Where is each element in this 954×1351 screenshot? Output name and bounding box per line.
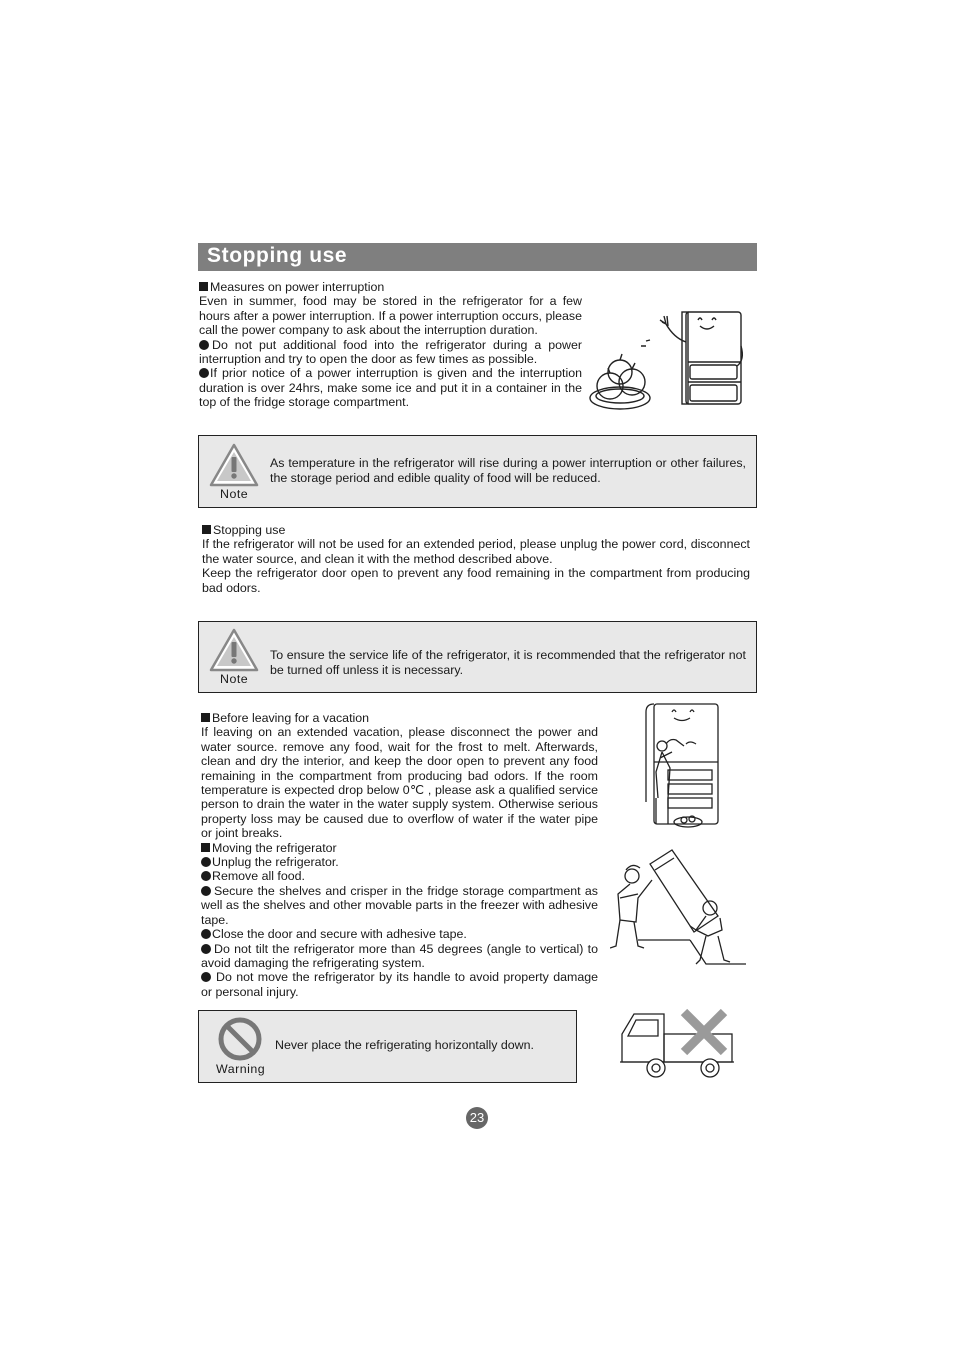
emptying-fridge-illustration bbox=[640, 698, 722, 830]
fridge-mascot-illustration bbox=[588, 302, 748, 414]
note-box-power-interruption bbox=[198, 435, 757, 508]
moving-heading: Moving the refrigerator bbox=[201, 841, 598, 855]
page-number: 23 bbox=[466, 1107, 488, 1129]
stopping-use-heading: Stopping use bbox=[202, 523, 750, 537]
vacation-section bbox=[201, 711, 598, 999]
warning-text: Never place the refrigerating horizontally down. bbox=[275, 1038, 534, 1052]
warning-triangle-icon bbox=[209, 443, 259, 487]
vacation-para: If leaving on an extended vacation, please disconnect the power and water source. remove any food, wait for the frost to melt. Afterwards, clean and dry the interior, and keep the door open to prevent any food remaining in the compartment from producing bad odors. If the room temperature is expected drop below 0℃ , please ask a qualified service person to drain the water in the water supply system. Otherwise serious property loss may be caused due to overflow of water if the water pipe or joint breaks. bbox=[201, 725, 598, 841]
list-item: Do not tilt the refrigerator more than 45 degrees (angle to vertical) to avoid damaging the refrigerating system. bbox=[201, 941, 598, 970]
note-label: Note bbox=[220, 487, 249, 501]
section-title-bar bbox=[198, 243, 757, 271]
stopping-use-section bbox=[202, 523, 750, 595]
list-item: If prior notice of a power interruption is given and the interruption duration is over 24hrs, make some ice and put it in a container in the top of the fridge storage compartment. bbox=[199, 366, 582, 410]
warning-label: Warning bbox=[216, 1062, 266, 1076]
warning-triangle-icon bbox=[209, 628, 259, 672]
list-item: Close the door and secure with adhesive tape. bbox=[201, 927, 598, 941]
stopping-use-para2: Keep the refrigerator door open to prevent any food remaining in the compartment from producing bad odors. bbox=[202, 566, 750, 595]
stopping-use-para1: If the refrigerator will not be used for an extended period, please unplug the power cord, disconnect the water source, and clean it with the method described above. bbox=[202, 537, 750, 566]
list-item: Unplug the refrigerator. bbox=[201, 855, 598, 869]
list-item: Secure the shelves and crisper in the fridge storage compartment as well as the shelves and other movable parts in the freezer with adhesive tape. bbox=[201, 883, 598, 927]
moving-fridge-illustration bbox=[610, 848, 750, 972]
note-box-service-life bbox=[198, 621, 757, 693]
warning-box bbox=[198, 1010, 577, 1083]
prohibition-icon bbox=[217, 1016, 263, 1062]
vacation-heading: Before leaving for a vacation bbox=[201, 711, 598, 725]
power-interruption-section bbox=[199, 280, 582, 410]
power-interruption-para: Even in summer, food may be stored in the refrigerator for a few hours after a power interruption. If a power interruption occurs, please call the power company to ask about the interruption duration. bbox=[199, 294, 582, 338]
list-item: Do not put additional food into the refrigerator during a power interruption and try to open the door as few times as possible. bbox=[199, 337, 582, 367]
note-text: As temperature in the refrigerator will rise during a power interruption or other failures, the storage period and edible quality of food will be reduced. bbox=[270, 456, 746, 485]
list-item: Do not move the refrigerator by its handle to avoid property damage or personal injury. bbox=[201, 970, 598, 999]
list-item: Remove all food. bbox=[201, 869, 598, 883]
note-label: Note bbox=[220, 672, 249, 686]
truck-prohibited-illustration bbox=[618, 1006, 736, 1080]
note-text: To ensure the service life of the refrigerator, it is recommended that the refrigerator not be turned off unless it is necessary. bbox=[270, 648, 746, 677]
power-interruption-heading: Measures on power interruption bbox=[199, 280, 582, 294]
page-title: Stopping use bbox=[207, 244, 348, 267]
